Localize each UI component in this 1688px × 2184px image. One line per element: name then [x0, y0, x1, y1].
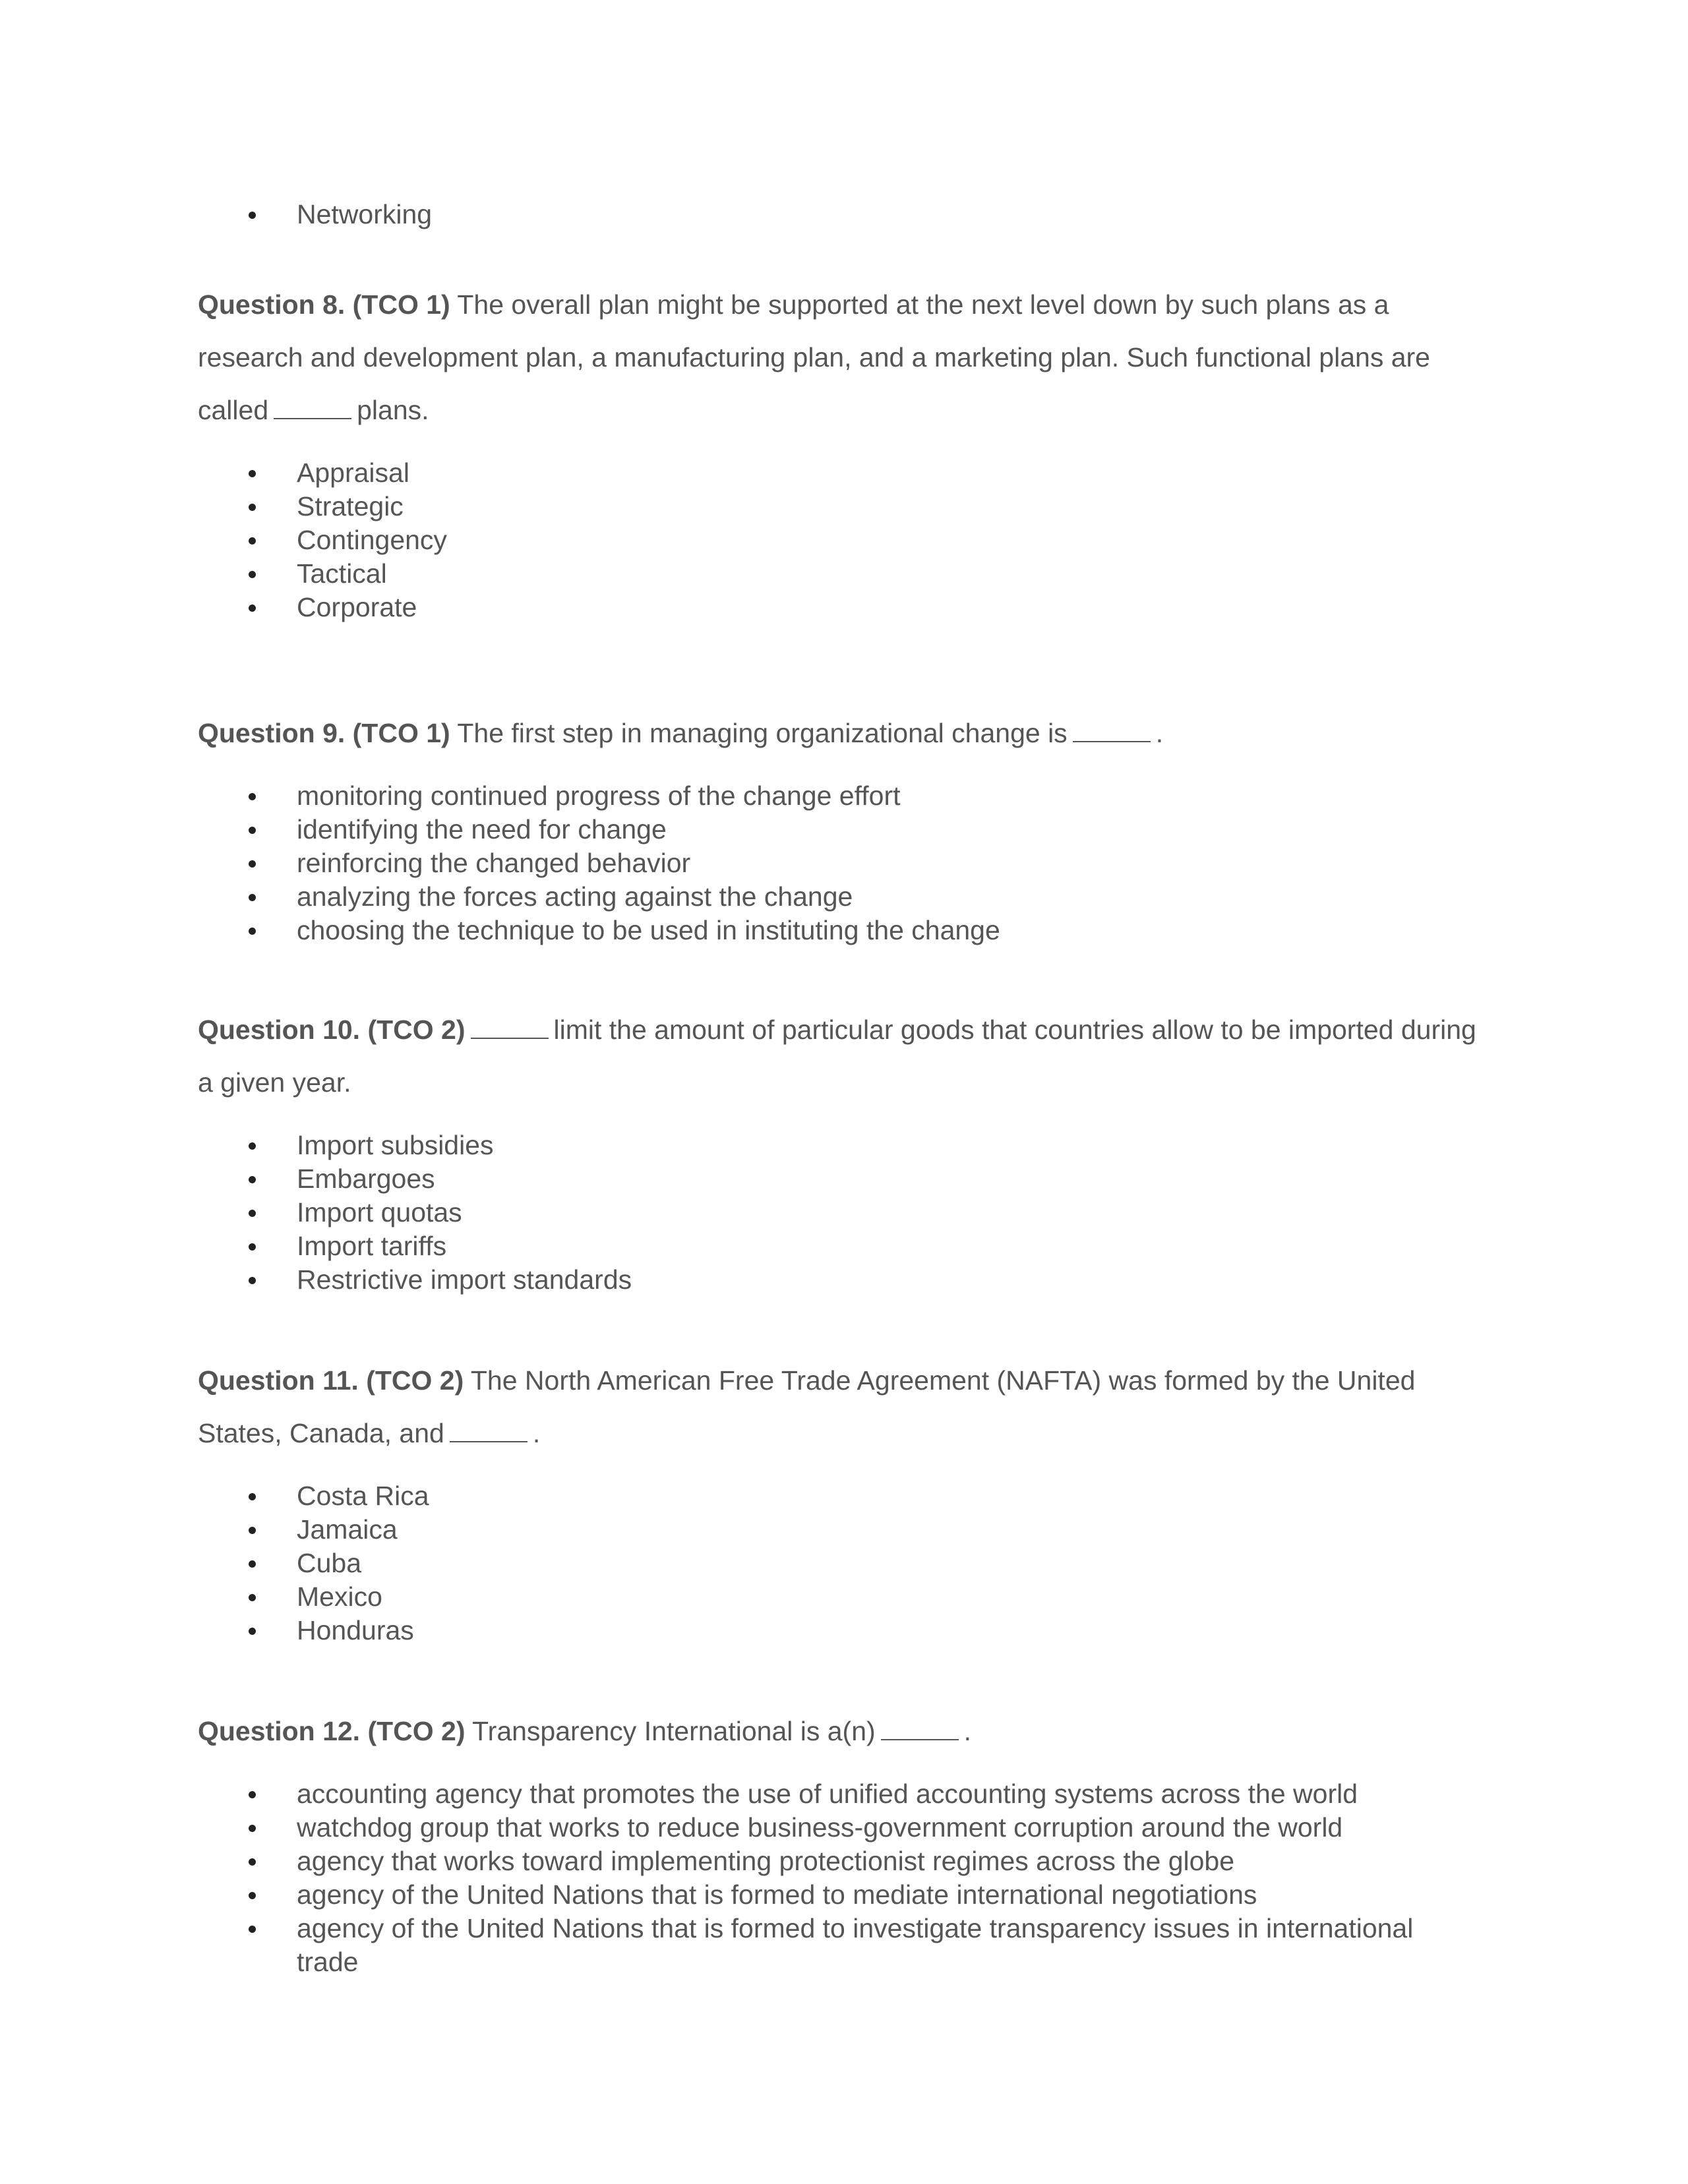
option-item: watchdog group that works to reduce business-government corruption around the world [198, 1811, 1451, 1845]
option-item: analyzing the forces acting against the change [198, 880, 1490, 914]
question-number: Question 10. (TCO 2) [198, 1015, 466, 1045]
question-stem: The first step in managing organizational change is [457, 718, 1068, 748]
question-stem-end: . [963, 1716, 972, 1746]
question-8-text [198, 278, 1490, 436]
question-stem-end: limit the amount of particular goods that countries allow to be imported during a given year. [198, 1015, 1476, 1098]
option-item: Honduras [198, 1614, 1490, 1647]
question-9-options [198, 779, 1490, 947]
option-item: agency that works toward implementing protectionist regimes across the globe [198, 1845, 1451, 1878]
list-item: Networking [198, 198, 1490, 231]
question-number: Question 8. (TCO 1) [198, 289, 450, 320]
option-item: Cuba [198, 1547, 1490, 1580]
option-item: Embargoes [198, 1162, 1490, 1196]
question-8-options [198, 456, 1490, 624]
question-10-block [198, 1003, 1490, 1297]
answer-blank [471, 1038, 549, 1039]
question-stem-end: plans. [357, 395, 429, 425]
option-item: Mexico [198, 1580, 1490, 1614]
option-item: Import tariffs [198, 1229, 1490, 1263]
question-11-options [198, 1479, 1490, 1647]
option-item: Tactical [198, 557, 1490, 591]
option-item: choosing the technique to be used in instituting the change [198, 914, 1490, 947]
option-item: identifying the need for change [198, 813, 1490, 846]
question-stem-end: . [532, 1418, 541, 1448]
option-item: Strategic [198, 490, 1490, 523]
question-8-block [198, 278, 1490, 624]
question-number: Question 12. (TCO 2) [198, 1716, 466, 1746]
option-item: Restrictive import standards [198, 1263, 1490, 1297]
option-item: Appraisal [198, 456, 1490, 490]
option-item: reinforcing the changed behavior [198, 846, 1490, 880]
question-number: Question 11. (TCO 2) [198, 1365, 464, 1396]
question-stem-end: . [1155, 718, 1164, 748]
question-10-text [198, 1003, 1490, 1109]
option-item: agency of the United Nations that is formed to mediate international negotiations [198, 1878, 1451, 1912]
question-10-options [198, 1129, 1490, 1297]
answer-blank [881, 1739, 959, 1740]
intro-list-block [198, 198, 1490, 231]
option-item: monitoring continued progress of the change effort [198, 779, 1490, 813]
option-item: accounting agency that promotes the use of unified accounting systems across the world [198, 1777, 1451, 1811]
question-9-text [198, 707, 1490, 759]
question-number: Question 9. (TCO 1) [198, 718, 450, 748]
intro-list [198, 198, 1490, 231]
answer-blank [450, 1441, 528, 1442]
question-stem: The North American Free Trade Agreement (NAFTA) was formed by the United States, Canada, and [198, 1365, 1416, 1448]
option-item: Contingency [198, 523, 1490, 557]
option-item: Import subsidies [198, 1129, 1490, 1162]
option-item: Corporate [198, 591, 1490, 624]
question-12-text [198, 1705, 1490, 1757]
question-stem: Transparency International is a(n) [472, 1716, 876, 1746]
option-item: Costa Rica [198, 1479, 1490, 1513]
question-11-block [198, 1354, 1490, 1647]
question-12-block [198, 1705, 1490, 1979]
question-11-text [198, 1354, 1490, 1460]
answer-blank [274, 418, 351, 419]
option-item: Jamaica [198, 1513, 1490, 1547]
question-9-block [198, 707, 1490, 947]
question-stem: The overall plan might be supported at the next level down by such plans as a research and development plan, a manufacturing plan, and a marketing plan. Such functional plans are called [198, 289, 1430, 425]
option-item: Import quotas [198, 1196, 1490, 1229]
question-12-options [198, 1777, 1451, 1979]
option-item: agency of the United Nations that is formed to investigate transparency issues in international trade [198, 1912, 1451, 1979]
answer-blank [1073, 741, 1151, 742]
